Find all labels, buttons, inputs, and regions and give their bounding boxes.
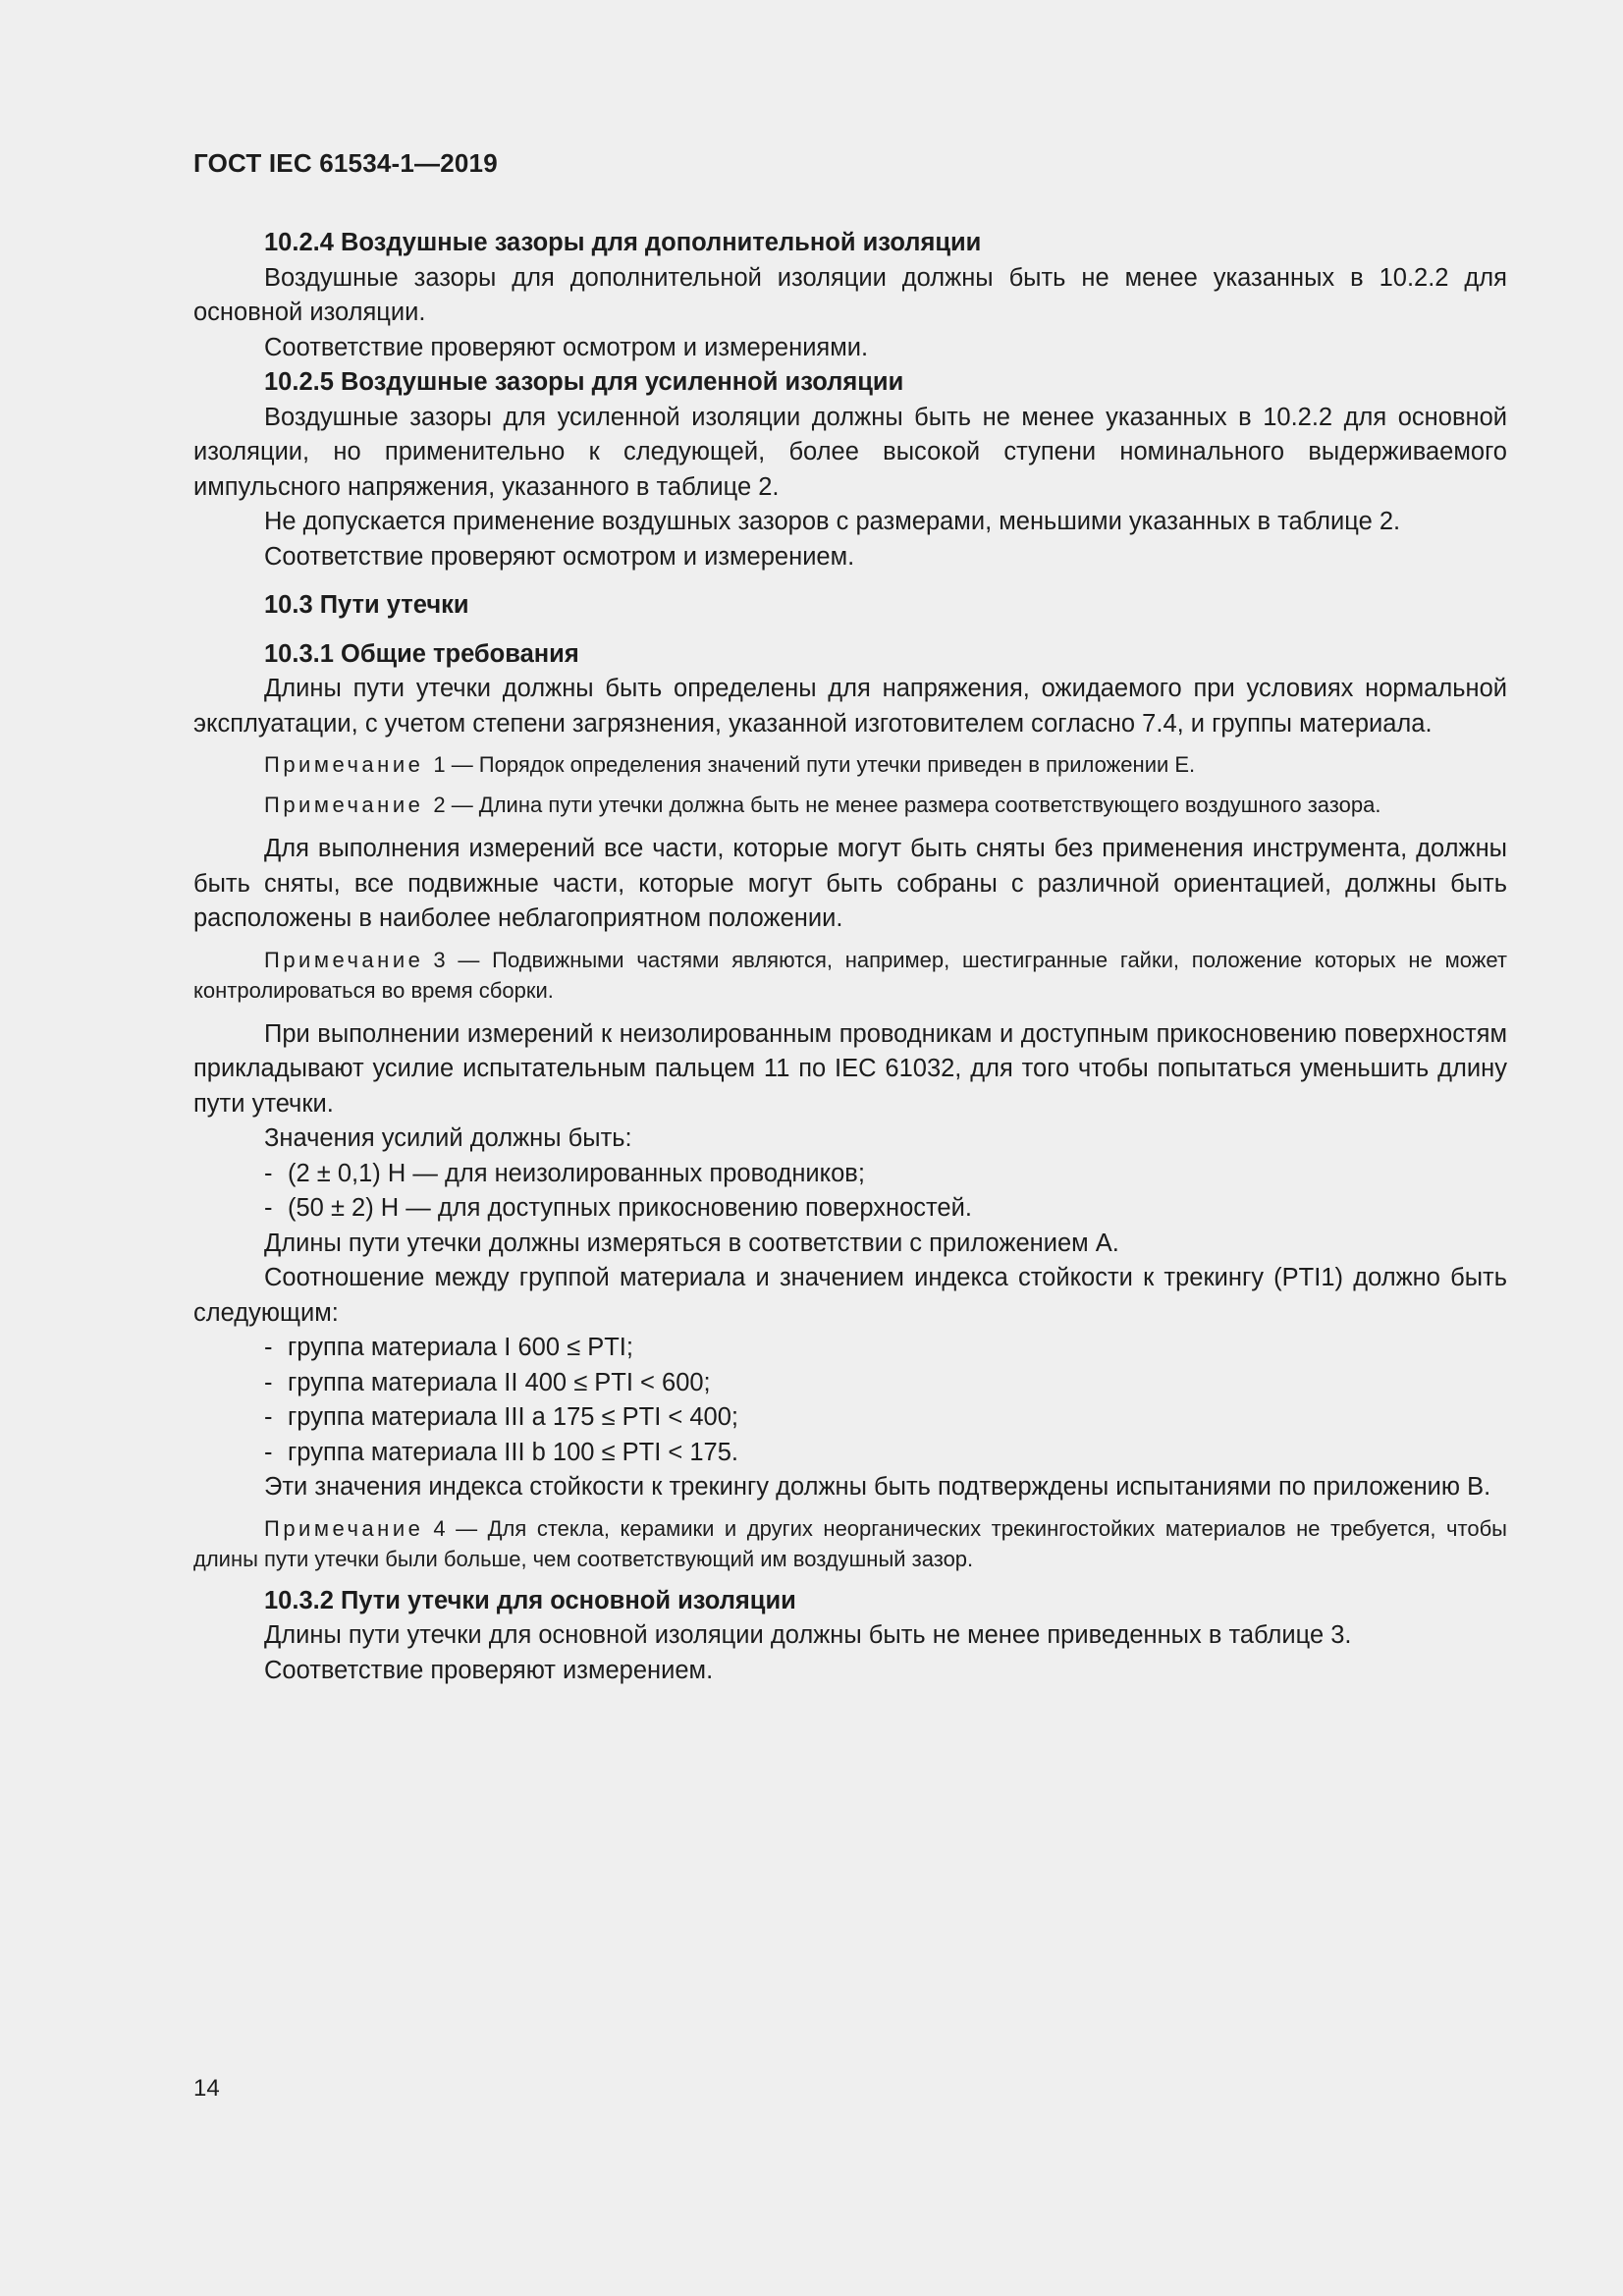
page-number: 14: [193, 2075, 220, 2102]
paragraph: Не допускается применение воздушных зазоров с размерами, меньшими указанных в таблице 2.: [264, 508, 1401, 535]
dash-marker: -: [264, 1334, 273, 1361]
list-item-text: группа материала III b 100 ≤ PTI < 175.: [288, 1438, 738, 1466]
list-item: [193, 1331, 1507, 1366]
dash-marker: -: [264, 1194, 273, 1222]
paragraph: При выполнении измерений к неизолированным проводникам и доступным прикосновению поверхностям прикладывают усилие испытательным пальцем 11 по IEC 61032, для того чтобы попытаться уменьшить длину пути утечки.: [193, 1019, 1507, 1118]
note-label: Примечание: [264, 752, 424, 777]
list-item: [193, 1436, 1507, 1471]
page-header-title: ГОСТ IEC 61534-1—2019: [193, 148, 498, 178]
paragraph: Воздушные зазоры для дополнительной изоляции должны быть не менее указанных в 10.2.2 для основной изоляции.: [193, 263, 1507, 326]
paragraph: Длины пути утечки должны быть определены для напряжения, ожидаемого при условиях нормальной эксплуатации, с учетом степени загрязнения, указанной изготовителем согласно 7.4, и группы материала.: [193, 675, 1507, 738]
list-item-text: группа материала III а 175 ≤ PTI < 400;: [288, 1403, 738, 1431]
list-item: [193, 1157, 1507, 1192]
section-heading-10-2-4: 10.2.4 Воздушные зазоры для дополнительной изоляции: [264, 229, 982, 256]
dash-marker: -: [264, 1368, 273, 1396]
dash-marker: -: [264, 1438, 273, 1466]
paragraph: Длины пути утечки должны измеряться в соответствии с приложением А.: [264, 1229, 1119, 1257]
list-item: [193, 1366, 1507, 1401]
note-label: Примечание: [264, 793, 424, 817]
paragraph: Соответствие проверяют осмотром и измерением.: [264, 542, 855, 571]
note-1: [193, 749, 1507, 780]
list-item: [193, 1191, 1507, 1227]
note-text: 2 — Длина пути утечки должна быть не менее размера соответствующего воздушного зазора.: [433, 793, 1381, 817]
paragraph: Для выполнения измерений все части, которые могут быть сняты без применения инструмента, должны быть сняты, все подвижные части, которые могут быть собраны с различной ориентацией, должны быть расположены в наиболее неблагоприятном положении.: [193, 835, 1507, 932]
paragraph: Эти значения индекса стойкости к трекингу должны быть подтверждены испытаниями по приложению В.: [264, 1473, 1491, 1501]
section-heading-10-3-1: 10.3.1 Общие требования: [264, 639, 579, 668]
note-3: [193, 945, 1507, 1006]
paragraph: Воздушные зазоры для усиленной изоляции должны быть не менее указанных в 10.2.2 для основной изоляции, но применительно к следующей, более высокой ступени номинального выдерживаемого импульсного напряжения, указанного в таблице 2.: [193, 403, 1507, 501]
list-item-text: (2 ± 0,1) Н — для неизолированных проводников;: [288, 1159, 865, 1187]
dash-marker: -: [264, 1403, 273, 1431]
note-2: [193, 790, 1507, 820]
page-content: [193, 226, 1507, 1688]
note-4: [193, 1513, 1507, 1574]
list-item-text: группа материала I 600 ≤ PTI;: [288, 1334, 633, 1361]
paragraph: Длины пути утечки для основной изоляции должны быть не менее приведенных в таблице 3.: [264, 1621, 1352, 1649]
paragraph: Соотношение между группой материала и значением индекса стойкости к трекингу (PTI1) должно быть следующим:: [193, 1264, 1507, 1327]
list-item: [193, 1400, 1507, 1436]
dash-marker: -: [264, 1159, 273, 1187]
paragraph: Соответствие проверяют осмотром и измерениями.: [264, 333, 869, 361]
note-label: Примечание: [264, 947, 424, 972]
note-text: 4 — Для стекла, керамики и других неорганических трекингостойких материалов не требуется, чтобы длины пути утечки были больше, чем соответствующий им воздушный зазор.: [193, 1515, 1507, 1571]
list-item-text: группа материала II 400 ≤ PTI < 600;: [288, 1368, 711, 1396]
note-label: Примечание: [264, 1515, 424, 1541]
note-text: 1 — Порядок определения значений пути утечки приведен в приложении Е.: [433, 752, 1196, 777]
force-list: [193, 1157, 1507, 1227]
section-heading-10-3: 10.3 Пути утечки: [264, 591, 469, 619]
paragraph: Соответствие проверяют измерением.: [264, 1656, 714, 1684]
section-heading-10-2-5: 10.2.5 Воздушные зазоры для усиленной изоляции: [264, 368, 904, 396]
list-item-text: (50 ± 2) Н — для доступных прикосновению поверхностей.: [288, 1194, 972, 1222]
section-heading-10-3-2: 10.3.2 Пути утечки для основной изоляции: [264, 1586, 796, 1614]
paragraph: Значения усилий должны быть:: [264, 1124, 632, 1152]
material-group-list: [193, 1331, 1507, 1470]
note-text: 3 — Подвижными частями являются, например, шестигранные гайки, положение которых не может контролироваться во время сборки.: [193, 947, 1507, 1003]
